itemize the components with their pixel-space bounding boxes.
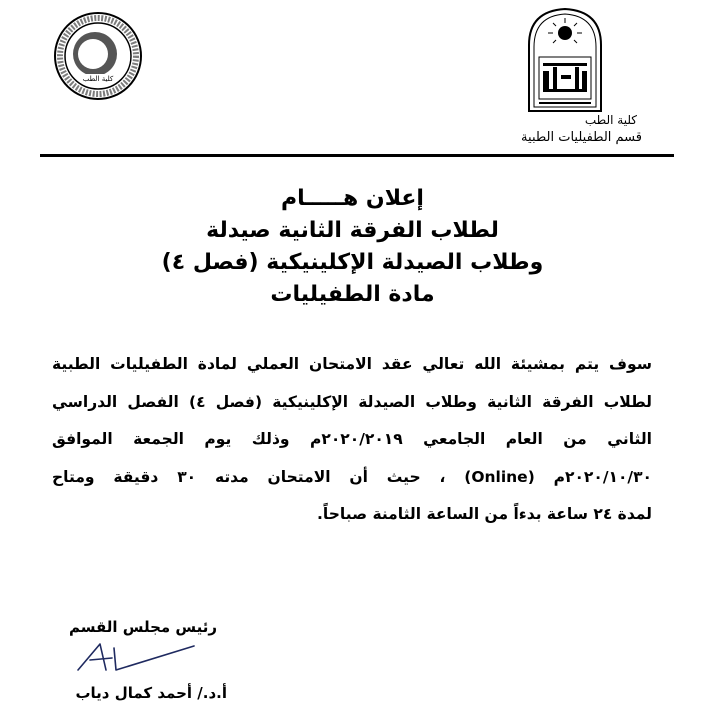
announcement-line-1: لطلاب الفرقة الثانية صيدلة bbox=[206, 218, 499, 243]
header-divider bbox=[40, 154, 674, 157]
signer-title: رئيس مجلس القسم bbox=[68, 618, 217, 636]
letterhead bbox=[0, 0, 705, 160]
body-line: لمدة ٢٤ ساعة بدءاً من الساعة الثامنة صباحاً. bbox=[317, 505, 652, 523]
body-line: سوف يتم بمشيئة الله تعالي عقد الامتحان العملي لمادة الطفيليات الطبية bbox=[52, 355, 652, 373]
body-line: ٢٠٢٠/١٠/٣٠م (Online) ، حيث أن الامتحان مدته ٣٠ دقيقة ومتاح bbox=[52, 467, 652, 486]
department-name: قسم الطفيليات الطبية bbox=[521, 130, 642, 145]
handwritten-signature bbox=[68, 640, 200, 680]
announcement-title: إعلان هـــــام bbox=[281, 186, 424, 211]
announcement-body bbox=[52, 351, 652, 539]
signer-name: أ.د./ أحمد كمال دياب bbox=[75, 684, 227, 702]
body-line: لطلاب الفرقة الثانية وطلاب الصيدلة الإكلينيكية (فصل ٤) الفصل الدراسي bbox=[52, 392, 652, 411]
announcement-heading bbox=[0, 183, 705, 311]
faculty-of-medicine-seal bbox=[52, 10, 144, 102]
seal-caption: كلية الطب bbox=[82, 75, 114, 83]
body-line: الثاني من العام الجامعي ٢٠٢٠/٢٠١٩م وذلك يوم الجمعة الموافق bbox=[52, 430, 652, 448]
faculty-name: كلية الطب bbox=[584, 113, 637, 127]
logo-text bbox=[565, 84, 566, 86]
announcement-line-2: وطلاب الصيدلة الإكلينيكية (فصل ٤) bbox=[161, 250, 544, 275]
announcement-line-3: مادة الطفيليات bbox=[270, 282, 435, 307]
assiut-university-logo bbox=[525, 5, 605, 113]
